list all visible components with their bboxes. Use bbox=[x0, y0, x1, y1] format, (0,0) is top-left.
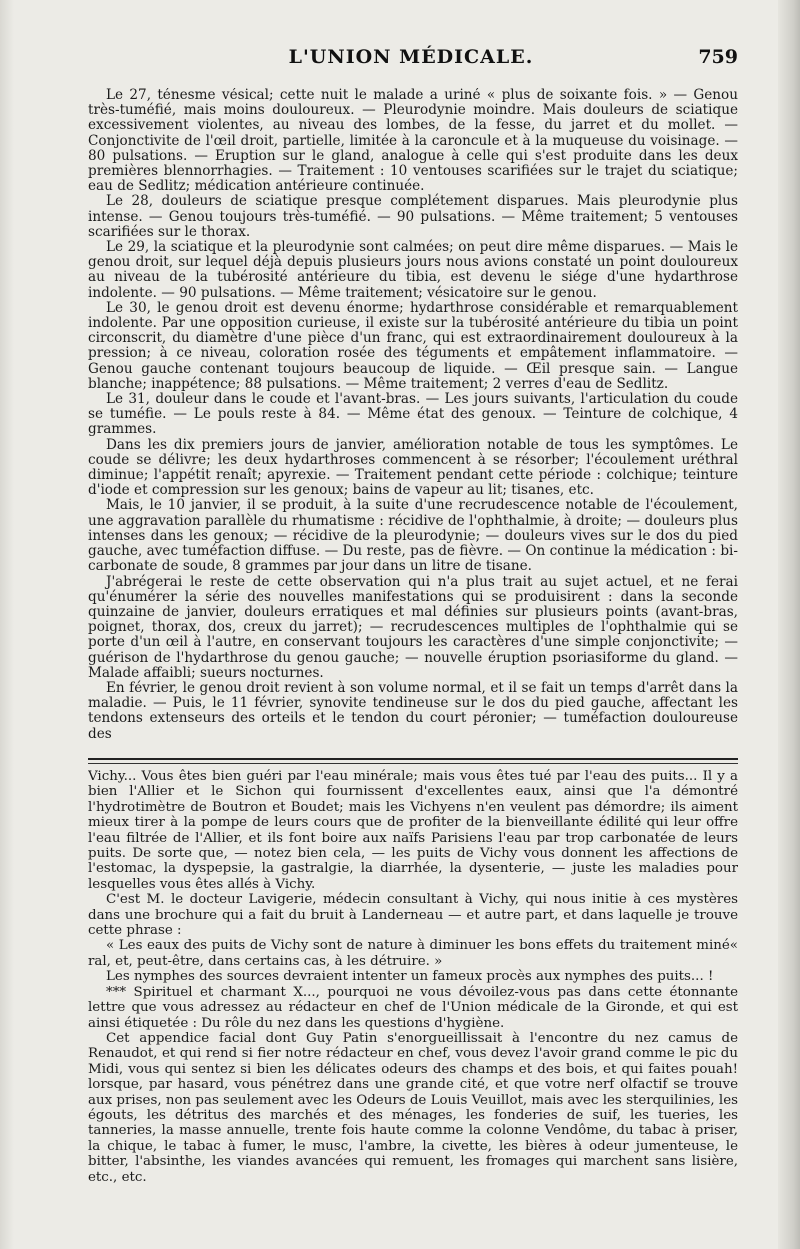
section-divider bbox=[88, 758, 738, 760]
paragraph: Le 27, ténesme vésical; cette nuit le malade a uriné « plus de soixante fois. » — Genou très-tuméfié, mais moins douloureux. — Pleurodynie moindre. Mais douleurs de sciatique excessivement violentes, au niveau des lombes, de la fesse, du jarret et du mollet. — Conjonctivite de l'œil droit, partielle, limitée à la caroncule et à la muqueuse du voisinage. — 80 pulsations. — Eruption sur le gland, analogue à celle qui s'est produite dans les deux premières blennorrhagies. — Traitement : 10 ventouses scarifiées sur le trajet du sciatique; eau de Sedlitz; médication antérieure continuée. bbox=[88, 88, 738, 195]
paragraph: Le 28, douleurs de sciatique presque complétement disparues. Mais pleurodynie plus intense. — Genou toujours très-tuméfié. — 90 pulsations. — Même traitement; 5 ventouses scarifiées sur le thorax. bbox=[88, 193, 738, 240]
running-header bbox=[84, 44, 738, 74]
paragraph: Les nymphes des sources devraient intenter un fameux procès aux nymphes des puits... ! bbox=[106, 969, 714, 985]
page-number: 759 bbox=[698, 46, 738, 68]
page-left-edge bbox=[0, 0, 14, 1249]
paragraph: Dans les dix premiers jours de janvier, amélioration notable de tous les symptômes. Le coude se délivre; les deux hydarthroses commencent à se résorber; l'écoulement uréthral diminue; l'appétit renaît; apyrexie. — Traitement pendant cette période : colchique; teinture d'iode et compression sur les genoux; bains de vapeur au lit; tisanes, etc. bbox=[88, 436, 738, 499]
section-divider-thin bbox=[88, 763, 738, 764]
paragraph: Le 30, le genou droit est devenu énorme; hydarthrose considérable et remarquablement indolente. Par une opposition curieuse, il existe sur la tubérosité antérieure du tibia un point circonscrit, du diamètre d'une pièce d'un franc, qui est extraordinairement douloureux à la pression; à ce niveau, coloration rosée des téguments et empâtement inflammatoire. — Genou gauche contenant toujours beaucoup de liquide. — Œil presque sain. — Langue blanche; inappétence; 88 pulsations. — Même traitement; 2 verres d'eau de Sedlitz. bbox=[88, 299, 738, 392]
running-title: L'UNION MÉDICALE. bbox=[288, 46, 534, 68]
paragraph: Vichy... Vous êtes bien guéri par l'eau minérale; mais vous êtes tué par l'eau des puits... Il y a bien l'Allier et le Sichon qui fournissent d'excellentes eaux, ainsi que l'a démontré l'hydrotimètre de Boutron et Boudet; mais les Vichyens n'en veulent pas démordre; ils aiment mieux tirer à la pompe de leurs cours que de profiter de la bienveillante édilité qui leur offre l'eau filtrée de l'Allier, et ils font boire aux naïfs Parisiens l'eau par trop carbonatée de leurs puits. De sorte que, — notez bien cela, — les puits de Vichy vous donnent les affections de l'estomac, la dyspepsie, la gastralgie, la diarrhée, la dysenterie, — juste les maladies pour lesquelles vous êtes allés à Vichy. bbox=[88, 769, 738, 892]
paragraph: J'abrégerai le reste de cette observation qui n'a plus trait au sujet actuel, et ne ferai qu'énumérer la série des nouvelles manifestations qui se produisirent : dans la seconde quinzaine de janvier, douleurs erratiques et mal définies sur plusieurs points (avant-bras, poignet, thorax, dos, creux du jarret); — recrudescences multiples de l'ophthalmie qui se porte d'un œil à l'autre, en conservant toujours les caractères d'une simple conjonctivite; — guérison de l'hydarthrose du genou gauche; — nouvelle éruption psoriasiforme du gland. — Malade affaibli; sueurs nocturnes. bbox=[88, 573, 738, 681]
quotation: « Les eaux des puits de Vichy sont de nature à diminuer les bons effets du traitement miné« ral, et, peut-être, dans certains cas, à les détruire. » bbox=[88, 938, 738, 969]
feuilleton-column bbox=[88, 769, 738, 1213]
paragraph: Le 31, douleur dans le coude et l'avant-bras. — Les jours suivants, l'articulation du coude se tuméfie. — Le pouls reste à 84. — Même état des genoux. — Teinture de colchique, 4 grammes. bbox=[88, 391, 738, 438]
paragraph: Cet appendice facial dont Guy Patin s'enorgueillissait à l'encontre du nez camus de Renaudot, et qui rend si fier notre rédacteur en chef, vous devez l'avoir grand comme le pic du Midi, vous qui sentez si bien les délicates odeurs des champs et des bois, et qui faites pouah! lorsque, par hasard, vous pénétrez dans une grande cité, et que votre nerf olfactif se trouve aux prises, non pas seulement avec les Odeurs de Louis Veuillot, mais avec les sterquilinies, les égouts, les détritus des marchés et des ménages, les fonderies de suif, les tueries, les tanneries, la masse annuelle, trente fois haute comme la colonne Vendôme, du tabac à priser, la chique, le tabac à fumer, le musc, l'ambre, la civette, les bières à odeur jumenteuse, le bitter, l'absinthe, les viandes avancées qui remuent, les fromages qui marchent sans lisière, etc., etc. bbox=[88, 1030, 738, 1185]
paragraph: *** Spirituel et charmant X..., pourquoi ne vous dévoilez-vous pas dans cette étonnante lettre que vous adressez au rédacteur en chef de l'Union médicale de la Gironde, et qui est ainsi étiquetée : Du rôle du nez dans les questions d'hygiène. bbox=[88, 984, 738, 1031]
paragraph: En février, le genou droit revient à son volume normal, et il se fait un temps d'arrêt dans la maladie. — Puis, le 11 février, synovite tendineuse sur le dos du pied gauche, affectant les tendons extenseurs des orteils et le tendon du court péronier; — tuméfaction douloureuse des bbox=[88, 679, 738, 742]
paragraph: Le 29, la sciatique et la pleurodynie sont calmées; on peut dire même disparues. — Mais le genou droit, sur lequel déjà depuis plusieurs jours nous avions constaté un point douloureux au niveau de la tubérosité antérieure du tibia, est devenu le siége d'une hydarthrose indolente. — 90 pulsations. — Même traitement; vésicatoire sur le genou. bbox=[88, 239, 738, 301]
page-binding-shadow bbox=[778, 0, 800, 1249]
paragraph: C'est M. le docteur Lavigerie, médecin consultant à Vichy, qui nous initie à ces mystères dans une brochure qui a fait du bruit à Landerneau — et autre part, et dans laquelle je trouve cette phrase : bbox=[88, 892, 738, 939]
clinical-observation bbox=[88, 88, 738, 756]
paragraph: Mais, le 10 janvier, il se produit, à la suite d'une recrudescence notable de l'écoulement, une aggravation parallèle du rhumatisme : récidive de l'ophthalmie, à droite; — douleurs plus intenses dans les genoux; — récidive de la pleurodynie; — douleurs vives sur le dos du pied gauche, avec tuméfaction diffuse. — Du reste, pas de fièvre. — On continue la médication : bi-carbonate de soude, 8 grammes par jour dans un litre de tisane. bbox=[88, 497, 738, 575]
